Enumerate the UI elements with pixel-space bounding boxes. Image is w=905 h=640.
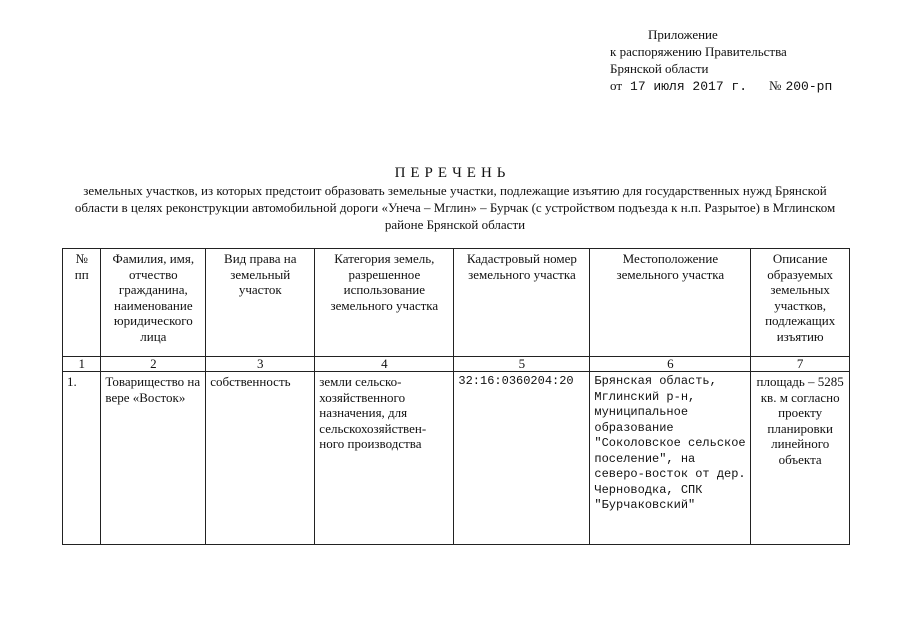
row-cadastral: 32:16:0360204:20 — [454, 372, 590, 545]
row-location: Брянская область, Мглинский р-н, муниципальное образование "Соколовское сельское поселение", на северо-восток от дер. Черноводка, СПК "Бурчаковский" — [590, 372, 751, 545]
row-category: земли сельско-хозяйственного назначения, для сельскохозяйствен-ного производства — [315, 372, 454, 545]
col-num-6: 6 — [590, 357, 751, 372]
col-num-1: 1 — [63, 357, 101, 372]
header-number: № пп — [63, 249, 101, 357]
row-right: собственность — [206, 372, 315, 545]
table-row — [63, 372, 850, 545]
column-number-row — [63, 357, 850, 372]
col-num-4: 4 — [315, 357, 454, 372]
header-description: Описание образуемых земельных участков, подлежащих изъятию — [751, 249, 850, 357]
row-owner: Товарищество на вере «Восток» — [101, 372, 206, 545]
col-num-3: 3 — [206, 357, 315, 372]
date-prefix: от — [610, 78, 623, 93]
header-cadastral: Кадастровый номер земельного участка — [454, 249, 590, 357]
appendix-title: Приложение — [648, 27, 718, 42]
number-value: 200-рп — [785, 79, 833, 94]
document-subtitle: земельных участков, из которых предстоит образовать земельные участки, подлежащие изъятию для государственных нужд Брянской области в целях реконструкции автомобильной дороги «Унеча – Мглин» – Бурчак (с устройством подъезда к н.п. Разрытое) в Мглинском районе Брянской области — [74, 183, 836, 232]
appendix-region-line: Брянской области — [610, 61, 709, 76]
header-category: Категория земель, разрешенное использование земельного участка — [315, 249, 454, 357]
table-header-row — [63, 249, 850, 357]
row-number: 1. — [63, 372, 101, 545]
header-location: Местоположение земельного участка — [590, 249, 751, 357]
col-num-7: 7 — [751, 357, 850, 372]
appendix-order-line: к распоряжению Правительства — [610, 44, 787, 59]
document-title: ПЕРЕЧЕНЬ — [394, 165, 511, 181]
appendix-date-line — [610, 77, 832, 95]
appendix-block — [610, 26, 832, 95]
date-value: 17 июля 2017 г. — [630, 79, 748, 94]
number-sign: № — [769, 78, 782, 93]
col-num-2: 2 — [101, 357, 206, 372]
header-right: Вид права на земельный участок — [206, 249, 315, 357]
col-num-5: 5 — [454, 357, 590, 372]
land-plots-table — [62, 248, 850, 545]
header-owner: Фамилия, имя, отчество гражданина, наименование юридического лица — [101, 249, 206, 357]
row-description: площадь – 5285 кв. м согласно проекту планировки линейного объекта — [751, 372, 850, 545]
